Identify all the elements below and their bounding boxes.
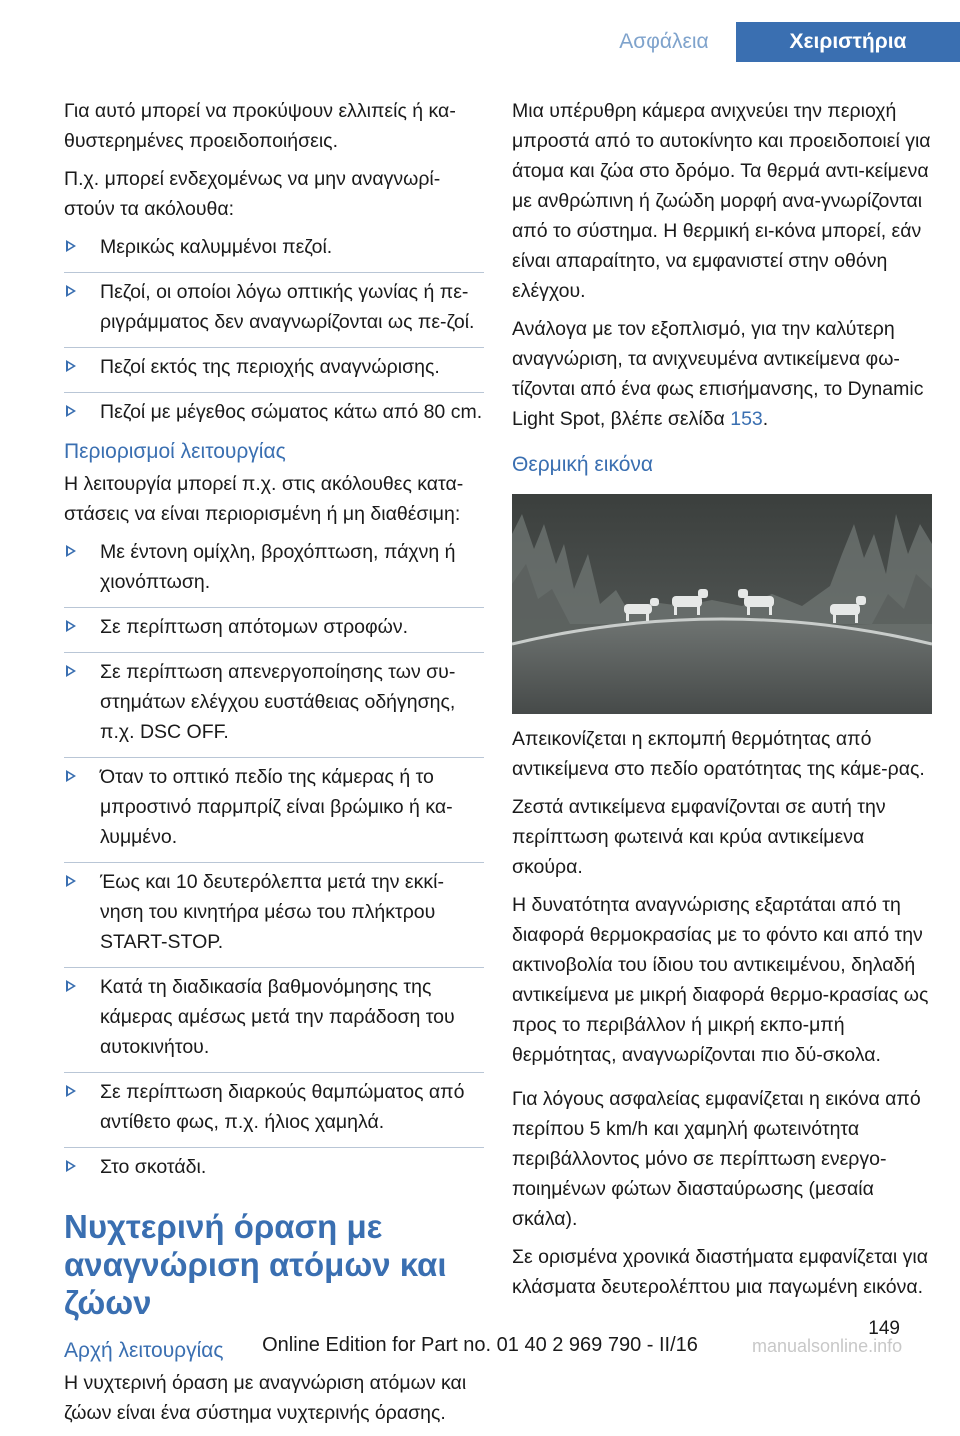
bullet-list: [64, 232, 484, 427]
section-heading: Αρχή λειτουργίας: [64, 1339, 224, 1362]
paragraph: Η δυνατότητα αναγνώρισης εξαρτάται από τη διαφορά θερμοκρασίας με το φόντο και από την ακτινοβολία του ίδιου του αντικειμένου, δηλαδή αντικείμενα με μικρή διαφορά θερμο-κρασίας ως προς το περιβάλλον ή μικρή εκπο-μπή θερμότητας, αναγνωρίζονται πιο δύ-σκολα.: [512, 894, 929, 1066]
arrow-bullet-icon: [66, 545, 76, 557]
list-item: Πεζοί, οι οποίοι λόγω οπτικής γωνίας ή πε-ριγράμματος δεν αναγνωρίζονται ως πε-ζοί.: [64, 272, 484, 337]
paragraph: Μια υπέρυθρη κάμερα ανιχνεύει την περιοχή μπροστά από το αυτοκίνητο και προειδοποιεί για άτομα και ζώα στο δρόμο. Τα θερμά αντι-κείμενα με ανθρώπινη ή ζωώδη μορφή ανα-γνωρίζονται από το σύστημα. Η θερμική ει-κόνα μπορεί, εάν είναι απαραίτητο, να εμφανιστεί στην οθόνη ελέγχου.: [512, 100, 931, 302]
header-bar: [0, 0, 960, 62]
arrow-bullet-icon: [66, 620, 76, 632]
tab-controls[interactable]: Χειριστήρια: [736, 22, 960, 62]
arrow-bullet-icon: [66, 240, 76, 252]
list-item: Σε περίπτωση απενεργοποίησης των συ-στημάτων ελέγχου ευστάθειας οδήγησης, π.χ. DSC OFF.: [64, 652, 484, 747]
page-number: 149: [868, 1318, 900, 1339]
arrow-bullet-icon: [66, 875, 76, 887]
arrow-bullet-icon: [66, 360, 76, 372]
tab-safety[interactable]: Ασφάλεια: [619, 30, 709, 53]
paragraph: Σε ορισμένα χρονικά διαστήματα εμφανίζεται για κλάσματα δευτερολέπτου μια παγωμένη εικόνα.: [512, 1246, 928, 1298]
right-column: [512, 96, 932, 1310]
list-item: Μερικώς καλυμμένοι πεζοί.: [64, 232, 484, 262]
list-item: Στο σκοτάδι.: [64, 1147, 484, 1182]
list-item: Όταν το οπτικό πεδίο της κάμερας ή το μπροστινό παρμπρίζ είναι βρώμικο ή κα-λυμμένο.: [64, 757, 484, 852]
paragraph: Π.χ. μπορεί ενδεχομένως να μην αναγνωρί-στούν τα ακόλουθα:: [64, 168, 441, 220]
list-item: Κατά τη διαδικασία βαθμονόμησης της κάμερας αμέσως μετά την παράδοση του αυτοκινήτου.: [64, 967, 484, 1062]
arrow-bullet-icon: [66, 980, 76, 992]
arrow-bullet-icon: [66, 1160, 76, 1172]
left-column: [64, 96, 484, 1436]
arrow-bullet-icon: [66, 405, 76, 417]
arrow-bullet-icon: [66, 770, 76, 782]
list-item: Έως και 10 δευτερόλεπτα μετά την εκκί-νηση του κινητήρα μέσω του πλήκτρου START-STOP.: [64, 862, 484, 957]
list-item: Πεζοί με μέγεθος σώματος κάτω από 80 cm.: [64, 392, 484, 427]
paragraph-with-link: Ανάλογα με τον εξοπλισμό, για την καλύτερη αναγνώριση, τα ανιχνευμένα αντικείμενα φω-τίζονται από ένα φως επισήμανσης, το Dynamic Light Spot, βλέπε σελίδα 153.: [512, 318, 924, 430]
list-item: Πεζοί εκτός της περιοχής αναγνώρισης.: [64, 347, 484, 382]
paragraph: Η λειτουργία μπορεί π.χ. στις ακόλουθες κατα-στάσεις να είναι περιορισμένη ή μη διαθέσιμη:: [64, 473, 464, 525]
paragraph: Ζεστά αντικείμενα εμφανίζονται σε αυτή την περίπτωση φωτεινά και κρύα αντικείμενα σκούρα.: [512, 796, 886, 878]
paragraph: Απεικονίζεται η εκπομπή θερμότητας από αντικείμενα στο πεδίο ορατότητας της κάμε-ρας.: [512, 728, 925, 780]
list-item: Με έντονη ομίχλη, βροχόπτωση, πάχνη ή χιονόπτωση.: [64, 537, 484, 597]
section-heading: Θερμική εικόνα: [512, 453, 654, 476]
arrow-bullet-icon: [66, 665, 76, 677]
page-reference-link[interactable]: 153: [730, 408, 763, 430]
bullet-list: [64, 537, 484, 1182]
thermal-image: [512, 494, 932, 714]
arrow-bullet-icon: [66, 285, 76, 297]
chapter-heading: Νυχτερινή όραση με αναγνώριση ατόμων και ζώων: [64, 1208, 447, 1321]
watermark: manualsonline.info: [752, 1336, 903, 1356]
paragraph: Η νυχτερινή όραση με αναγνώριση ατόμων και ζώων είναι ένα σύστημα νυχτερινής όρασης.: [64, 1372, 467, 1424]
section-heading: Περιορισμοί λειτουργίας: [64, 440, 286, 463]
edition-footer: Online Edition for Part no. 01 40 2 969 790 - II/16: [262, 1334, 698, 1356]
list-item: Σε περίπτωση διαρκούς θαμπώματος από αντίθετο φως, π.χ. ήλιος χαμηλά.: [64, 1072, 484, 1137]
arrow-bullet-icon: [66, 1085, 76, 1097]
paragraph: Για αυτό μπορεί να προκύψουν ελλιπείς ή κα-θυστερημένες προειδοποιήσεις.: [64, 100, 456, 152]
paragraph: Για λόγους ασφαλείας εμφανίζεται η εικόνα από περίπου 5 km/h και χαμηλή φωτεινότητα περιβάλλοντος μόνο σε περίπτωση ενεργο-ποιημένων φώτων διασταύρωσης (μεσαία σκάλα).: [512, 1088, 921, 1230]
list-item: Σε περίπτωση απότομων στροφών.: [64, 607, 484, 642]
